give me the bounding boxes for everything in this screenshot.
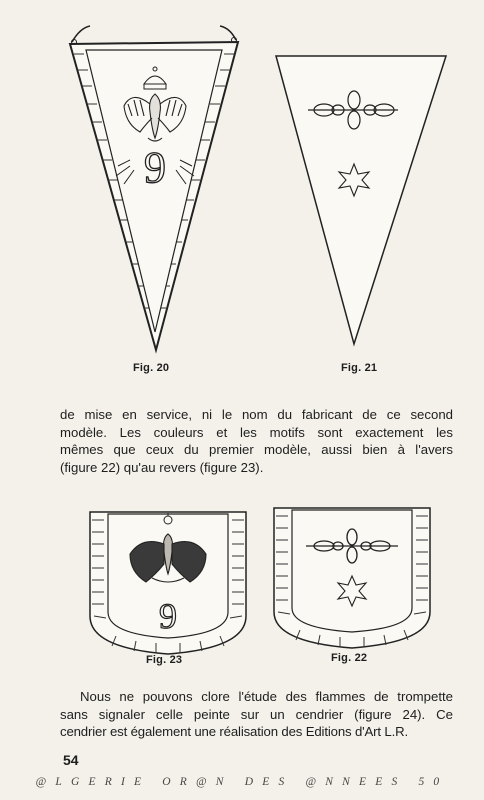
body-paragraph-1: de mise en service, ni le nom du fabricant de ce second modèle. Les couleurs et les motifs sont exactement les mêmes que ceux du premier modèle, aussi bien à l'avers (figure 22) qu'au revers (figure 23). [60, 407, 453, 475]
watermark-footer: @LGERIE OR@N DES @NNEES 50 [35, 776, 449, 788]
figure-21-pennant [272, 48, 452, 348]
page-number: 54 [63, 752, 79, 768]
fig23-caption: Fig. 23 [146, 654, 183, 666]
fig21-caption: Fig. 21 [341, 362, 378, 374]
fig22-caption: Fig. 22 [331, 652, 368, 664]
body-paragraph-2: Nous ne pouvons clore l'étude des flammes de trompette sans signaler celle peinte sur un cendrier (figure 24). Ce cendrier est également une réalisation des Editions d'Art L.R. [60, 689, 453, 739]
fig20-caption: Fig. 20 [133, 362, 170, 374]
fig20-numeral: 9 [144, 143, 166, 192]
figure-22-banner [270, 504, 434, 650]
figure-20-pennant [60, 20, 250, 360]
figure-23-banner [86, 508, 250, 656]
fig23-numeral: 9 [159, 596, 177, 636]
